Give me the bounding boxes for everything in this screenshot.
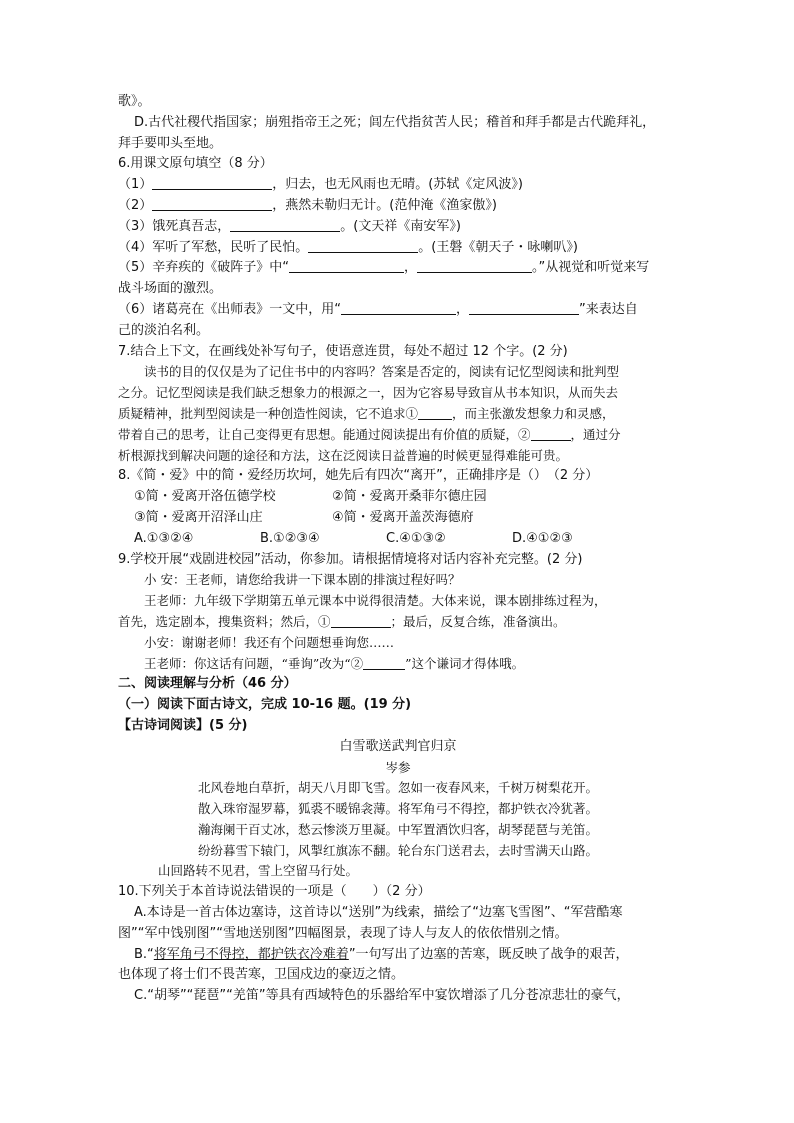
question-9-title: 9.学校开展“戏剧进校园”活动，你参加。请根据情境将对话内容补充完整。(2 分) bbox=[118, 551, 583, 567]
q7-passage-line: 带着自己的思考，让自己变得更有思想。能通过阅读提出有价值的质疑，② ，通过分 bbox=[118, 426, 621, 442]
choice-d[interactable]: D.④①②③ bbox=[512, 530, 573, 546]
poem-line: 纷纷暮雪下辕门，风掣红旗冻不翻。轮台东门送君去，去时雪满天山路。 bbox=[197, 842, 598, 858]
q6-item-5: （5）辛弃疾的《破阵子》中“ ， 。”从视觉和听觉来写 bbox=[118, 260, 650, 276]
q6-item-6: （6）诸葛亮在《出师表》一文中，用“ ， ”来表达自 bbox=[118, 301, 638, 317]
q9-dialogue-line: 小 安：王老师，请您给我讲一下课本剧的排演过程好吗？ bbox=[144, 572, 461, 588]
question-10-title: 10.下列关于本首诗说法错误的一项是（ ）（2 分） bbox=[118, 884, 431, 900]
poem-line: 山回路转不见君，雪上空留马行处。 bbox=[158, 863, 359, 879]
q10-option-a: A.本诗是一首古体边塞诗，这首诗以“送别”为线索，描绘了“边塞飞雪图”、“军营酷寒 bbox=[134, 905, 623, 921]
q8-events-row: ①简・爱离开洛伍德学校 ②简・爱离开桑菲尔德庄园 bbox=[134, 489, 487, 505]
question-7-title: 7.结合上下文，在画线处补写句子，使语意连贯，每处不超过 12 个字。(2 分) bbox=[118, 343, 568, 359]
q9-dialogue-line: 王老师：九年级下学期第五单元课本中说得很清楚。大体来说，课本剧排练过程为， bbox=[144, 593, 607, 609]
q7-passage-line: 读书的目的仅仅是为了记住书中的内容吗？答案是否定的，阅读有记忆型阅读和批判型 bbox=[144, 364, 620, 380]
q6-item-3: （3）饿死真吾志， 。(文天祥《南安军》) bbox=[118, 218, 461, 234]
choice-a[interactable]: A.①③②④ bbox=[134, 530, 194, 546]
q7-passage-line: 析根源找到解决问题的途径和方法，这在泛阅读日益普遍的时候更显得难能可贵。 bbox=[118, 447, 569, 463]
poem-title: 白雪歌送武判官归京 bbox=[339, 738, 457, 754]
answer-blank[interactable] bbox=[230, 217, 340, 232]
q9-dialogue-line: 首先，选定剧本，搜集资料；然后，① ；最后，反复合练，准备演出。 bbox=[118, 613, 566, 629]
q10-option-c: C.“胡琴”“琵琶”“羌笛”等具有西域特色的乐器给军中宴饮增添了几分苍凉悲壮的豪气， bbox=[134, 988, 630, 1004]
answer-blank[interactable] bbox=[417, 258, 532, 273]
text-line: 拜手要叩头至地。 bbox=[118, 135, 223, 151]
answer-blank[interactable] bbox=[341, 300, 456, 315]
answer-blank-2[interactable] bbox=[531, 426, 571, 441]
q6-item-1: （1） ，归去，也无风雨也无晴。(苏轼《定风波》) bbox=[118, 177, 523, 193]
text-line: 也体现了将士们不畏苦寒，卫国戍边的豪迈之情。 bbox=[118, 967, 405, 983]
answer-blank-1[interactable] bbox=[331, 613, 391, 628]
document-page bbox=[118, 92, 678, 1007]
q7-passage-line: 质疑精神，批判型阅读是一种创造性阅读，它不追求① ，而主张激发想象力和灵感， bbox=[118, 405, 615, 421]
choice-b[interactable]: B.①②③④ bbox=[260, 530, 320, 546]
answer-blank[interactable] bbox=[152, 196, 272, 211]
q10-option-b: B.“将军角弓不得控，都护铁衣冷难着”一句写出了边塞的苦寒，既反映了战争的艰苦， bbox=[134, 946, 629, 962]
q7-passage-line: 之分。记忆型阅读是我们缺乏想象力的根源之一，因为它容易导致盲从书本知识，从而失去 bbox=[118, 385, 619, 401]
q6-item-2: （2） ，燕然未勒归无计。(范仲淹《渔家傲》) bbox=[118, 197, 497, 213]
poem-author: 岑参 bbox=[385, 759, 411, 775]
choice-c[interactable]: C.④①③② bbox=[386, 530, 446, 546]
poem-line: 瀚海阑干百丈冰，愁云惨淡万里凝。中军置酒饮归客，胡琴琵琶与羌笛。 bbox=[197, 821, 598, 837]
question-8-title: 8.《简・爱》中的简・爱经历坎坷，她先后有四次“离开”，正确排序是（） （2 分） bbox=[118, 468, 599, 484]
answer-blank[interactable] bbox=[469, 300, 579, 315]
q8-choices bbox=[118, 529, 678, 550]
answer-blank[interactable] bbox=[289, 258, 404, 273]
q6-item-4: （4）军听了军愁，民听了民怕。 。(王磐《朝天子・咏喇叭》) bbox=[118, 239, 578, 255]
q9-dialogue-line: 王老师：你这话有问题，“垂询”改为“② ”这个谦词才得体哦。 bbox=[144, 655, 525, 671]
text-line: 图”“军中饯别图”“雪地送别图”四幅图景，表现了诗人与友人的依依惜别之情。 bbox=[118, 925, 568, 941]
poem-line: 散入珠帘湿罗幕，狐裘不暖锦衾薄。将军角弓不得控，都护铁衣冷犹著。 bbox=[197, 801, 598, 817]
text-line: 歌》。 bbox=[118, 94, 151, 109]
answer-blank-1[interactable] bbox=[418, 405, 452, 420]
section-2-heading: 二、阅读理解与分析（46 分） bbox=[118, 676, 297, 692]
answer-blank[interactable] bbox=[308, 238, 418, 253]
text-line: 战斗场面的激烈。 bbox=[118, 281, 223, 297]
q9-dialogue-line: 小安：谢谢老师！我还有个问题想垂询您…… bbox=[144, 634, 395, 650]
poem-line: 北风卷地白草折，胡天八月即飞雪。忽如一夜春风来，千树万树梨花开。 bbox=[197, 780, 598, 796]
question-6-title: 6.用课文原句填空（8 分） bbox=[118, 156, 273, 172]
poem-section-heading: 【古诗词阅读】(5 分) bbox=[118, 717, 248, 733]
text-line: 己的淡泊名利。 bbox=[118, 322, 210, 338]
option-d-line: D.古代社稷代指国家；崩殂指帝王之死；闾左代指贫苦人民；稽首和拜手都是古代跪拜礼， bbox=[134, 114, 656, 130]
subsection-1-heading: （一）阅读下面古诗文，完成 10-16 题。(19 分) bbox=[118, 697, 412, 713]
answer-blank[interactable] bbox=[152, 175, 272, 190]
q8-events-row: ③简・爱离开沼泽山庄 ④简・爱离开盖茨海德府 bbox=[134, 509, 474, 525]
answer-blank-2[interactable] bbox=[363, 655, 405, 670]
